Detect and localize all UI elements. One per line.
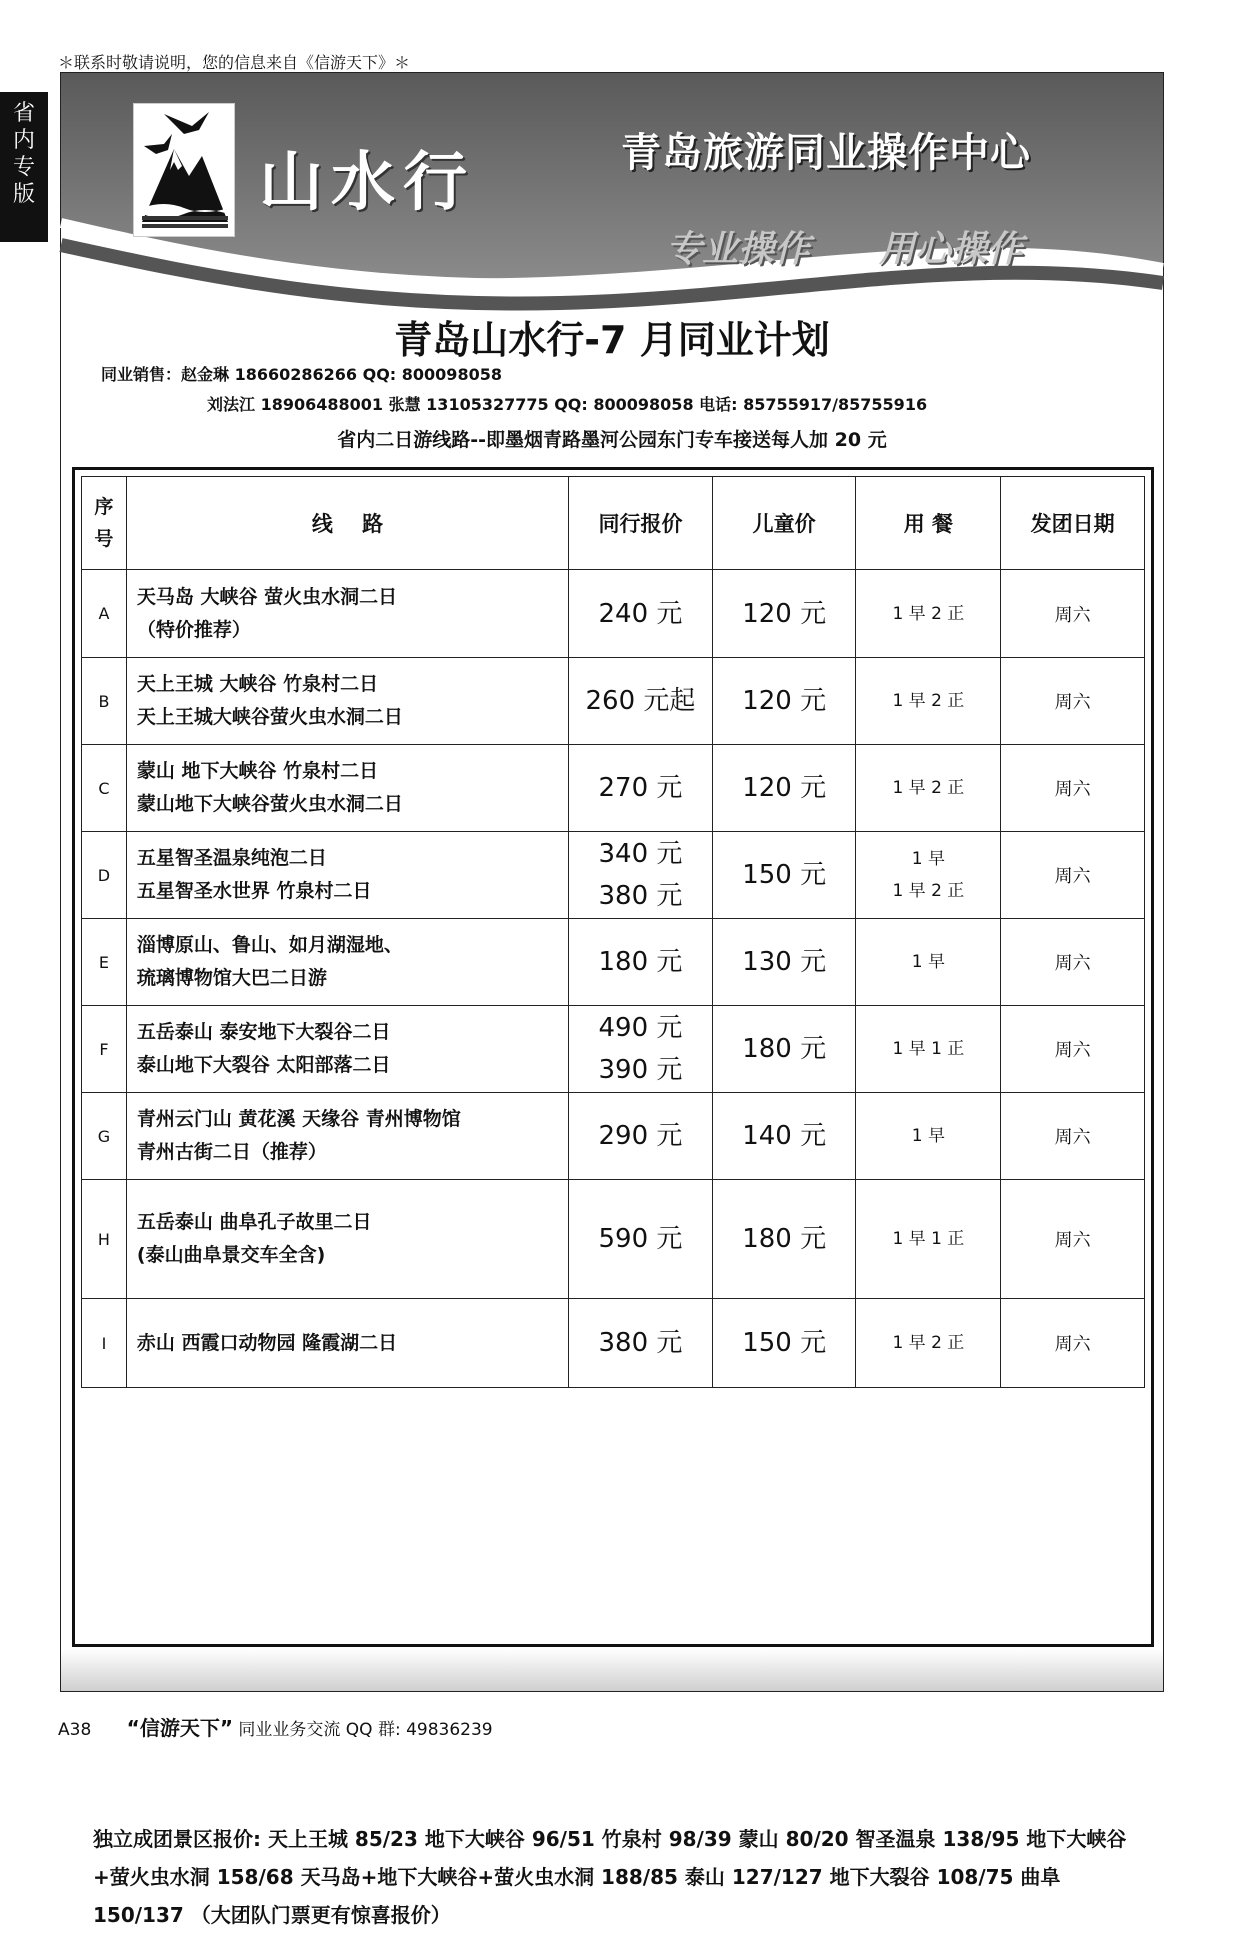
child-price-line: 120 元: [742, 686, 827, 716]
departure-day-line: 周六: [1054, 1230, 1091, 1251]
slogan-left: 专业操作: [666, 229, 811, 270]
route-name-line: 青州云门山 黄花溪 天缘谷 青州博物馆: [136, 1108, 461, 1130]
departure-day: [1001, 832, 1145, 919]
departure-day: [1001, 1093, 1145, 1180]
peer-price-line: 490 元: [598, 1013, 683, 1043]
child-price-line: 120 元: [742, 598, 827, 629]
departure-day: [1001, 745, 1145, 832]
departure-day: [1001, 570, 1145, 658]
meal-plan-line: 1 早 2 正: [892, 603, 965, 624]
independent-price-note: 独立成团景区报价: 天上王城 85/23 地下大峡谷 96/51 竹泉村 98/39 蒙山 80/20 智圣温泉 138/95 地下大峡谷+萤火虫水洞 158/68 天马岛+地下大峡谷+萤火虫水洞 188/85 泰山 127/127 地下大裂谷 108/75 曲阜 150/137 （大团队门票更有惊喜报价）: [93, 1827, 1127, 1927]
route-name-line: 天上王城大峡谷萤火虫水洞二日: [136, 706, 403, 728]
brand-name: 山水行: [259, 145, 475, 220]
child-price: [712, 1180, 856, 1299]
section-tab-char: 版: [12, 182, 35, 207]
table-row: [82, 1006, 1145, 1093]
child-price-line: 150 元: [742, 860, 827, 890]
header-meal: 用 餐: [856, 477, 1001, 570]
plan-title: 青岛山水行-7 月同业计划: [394, 318, 830, 362]
section-tab-char: 内: [12, 128, 35, 153]
meal-plan-line: 1 早 2 正: [892, 881, 965, 901]
row-code: [82, 1180, 127, 1299]
child-price-line: 120 元: [742, 773, 827, 803]
departure-day: [1001, 919, 1145, 1006]
row-code-line: F: [99, 1039, 109, 1059]
section-tab-char: 专: [12, 155, 35, 180]
peer-price: [569, 1006, 713, 1093]
table-row: [82, 1299, 1145, 1388]
peer-price-line: 240 元: [598, 598, 683, 629]
table-row: [82, 832, 1145, 919]
peer-price-line: 590 元: [598, 1224, 683, 1254]
page-footer: [58, 1712, 493, 1741]
peer-price: [569, 745, 713, 832]
row-code-line: C: [98, 778, 110, 798]
contact-line-1: 同业销售：赵金琳 18660286266 QQ: 800098058: [101, 365, 502, 384]
child-price: [712, 745, 856, 832]
page-number: A38: [58, 1720, 92, 1740]
meal-plan: [856, 570, 1001, 658]
peer-price: [569, 1299, 713, 1388]
meal-plan: [856, 745, 1001, 832]
departure-day-line: 周六: [1054, 866, 1091, 887]
route-name-line: 五星智圣温泉纯泡二日: [136, 847, 327, 869]
row-code: [82, 1093, 127, 1180]
meal-plan-line: 1 早 2 正: [892, 778, 965, 798]
route-name-line: 五岳泰山 曲阜孔子故里二日: [136, 1211, 372, 1233]
route-name: [126, 1180, 568, 1299]
meal-plan-line: 1 早 1 正: [892, 1039, 965, 1059]
meal-plan: [856, 919, 1001, 1006]
departure-day-line: 周六: [1054, 779, 1091, 800]
route-name-line: 淄博原山、鲁山、如月湖湿地、: [136, 934, 403, 956]
child-price: [712, 570, 856, 658]
child-price: [712, 1093, 856, 1180]
child-price-line: 130 元: [742, 947, 827, 977]
meal-plan-line: 1 早 2 正: [892, 691, 965, 711]
pickup-notice: 省内二日游线路--即墨烟青路墨河公园东门专车接送每人加 20 元: [337, 429, 887, 451]
route-name: [126, 919, 568, 1006]
route-name-line: 天上王城 大峡谷 竹泉村二日: [136, 673, 379, 695]
child-price: [712, 658, 856, 745]
route-name-line: （特价推荐）: [136, 618, 251, 641]
meal-plan-line: 1 早: [911, 1126, 945, 1146]
route-name: [126, 658, 568, 745]
route-name: [126, 1006, 568, 1093]
row-code: [82, 1299, 127, 1388]
peer-price-line: 380 元: [598, 881, 683, 911]
peer-price: [569, 1180, 713, 1299]
route-name-line: 蒙山 地下大峡谷 竹泉村二日: [136, 760, 379, 782]
header-route: 线 路: [126, 477, 568, 570]
contact-line-2: 刘法江 18906488001 张慧 13105327775 QQ: 800098058 电话: 85755917/85755916: [207, 395, 928, 414]
table-row: [82, 1180, 1145, 1299]
route-name: [126, 570, 568, 658]
magazine-name: “信游天下”: [126, 1716, 233, 1740]
row-code-line: E: [98, 952, 109, 972]
route-name: [126, 1299, 568, 1388]
route-table: [81, 476, 1145, 1388]
peer-price: [569, 919, 713, 1006]
peer-price-line: 270 元: [598, 773, 683, 803]
table-row: [82, 658, 1145, 745]
meal-plan-line: 1 早: [911, 952, 945, 972]
peer-price-line: 390 元: [598, 1055, 683, 1085]
peer-price-line: 290 元: [598, 1121, 683, 1151]
meal-plan-line: 1 早: [911, 849, 945, 869]
row-code: [82, 570, 127, 658]
departure-day: [1001, 1180, 1145, 1299]
route-name: [126, 745, 568, 832]
row-code-line: D: [97, 865, 111, 885]
departure-day-line: 周六: [1054, 692, 1091, 713]
child-price: [712, 919, 856, 1006]
peer-price: [569, 658, 713, 745]
row-code-line: G: [97, 1126, 111, 1146]
row-code-line: I: [101, 1333, 107, 1353]
meal-plan: [856, 1299, 1001, 1388]
route-name-line: 赤山 西霞口动物园 隆霞湖二日: [136, 1331, 398, 1354]
meal-plan: [856, 1093, 1001, 1180]
route-name-line: 五岳泰山 泰安地下大裂谷二日: [136, 1021, 391, 1043]
meal-plan: [856, 1006, 1001, 1093]
route-name-line: 青州古街二日（推荐）: [136, 1141, 327, 1163]
header-price: 同行报价: [569, 477, 713, 570]
meal-plan-line: 1 早 2 正: [892, 1333, 965, 1353]
child-price: [712, 1006, 856, 1093]
child-price-line: 140 元: [742, 1121, 827, 1151]
route-name-line: 琉璃博物馆大巴二日游: [136, 967, 327, 989]
row-code: [82, 745, 127, 832]
footer-band: [61, 1649, 1163, 1691]
meal-plan-line: 1 早 1 正: [892, 1229, 965, 1249]
table-row: [82, 919, 1145, 1006]
route-name-line: 泰山地下大裂谷 太阳部落二日: [136, 1054, 391, 1076]
departure-day-line: 周六: [1054, 1127, 1091, 1148]
peer-price: [569, 832, 713, 919]
route-name-line: (泰山曲阜景交车全含): [136, 1244, 326, 1266]
peer-price-line: 380 元: [598, 1328, 683, 1358]
child-price: [712, 1299, 856, 1388]
table-header-row: [82, 477, 1145, 570]
route-name: [126, 1093, 568, 1180]
departure-day: [1001, 658, 1145, 745]
table-body: [82, 570, 1145, 1388]
row-code: [82, 919, 127, 1006]
departure-day-line: 周六: [1054, 1334, 1091, 1355]
departure-day: [1001, 1299, 1145, 1388]
row-code-line: A: [98, 604, 110, 623]
row-code-line: H: [97, 1229, 110, 1249]
table-row: [82, 1093, 1145, 1180]
section-tab-char: 省: [12, 101, 35, 126]
slogan-right: 用心操作: [879, 229, 1024, 270]
route-name-line: 蒙山地下大峡谷萤火虫水洞二日: [136, 793, 403, 815]
peer-price-line: 260 元起: [585, 686, 696, 716]
row-code-line: B: [98, 691, 110, 711]
top-note: ＊联系时敬请说明，您的信息来自《信游天下》＊: [58, 53, 411, 72]
departure-day-line: 周六: [1054, 604, 1091, 626]
meal-plan: [856, 658, 1001, 745]
child-price: [712, 832, 856, 919]
child-price-line: 180 元: [742, 1224, 827, 1254]
header-date: 发团日期: [1001, 477, 1145, 570]
qq-group: 同业业务交流 QQ 群: 49836239: [238, 1720, 493, 1740]
departure-day-line: 周六: [1054, 953, 1091, 974]
child-price-line: 150 元: [742, 1328, 827, 1358]
center-title: 青岛旅游同业操作中心: [621, 130, 1031, 176]
peer-price: [569, 1093, 713, 1180]
row-code: [82, 658, 127, 745]
header-seq-text: 序号: [94, 496, 114, 550]
peer-price-line: 180 元: [598, 947, 683, 977]
company-logo: [133, 103, 235, 237]
header-seq: [82, 477, 127, 570]
route-name-line: 五星智圣水世界 竹泉村二日: [136, 880, 372, 902]
departure-day-line: 周六: [1054, 1040, 1091, 1061]
row-code: [82, 1006, 127, 1093]
row-code: [82, 832, 127, 919]
meal-plan: [856, 832, 1001, 919]
section-tab: [0, 92, 48, 242]
route-name-line: 天马岛 大峡谷 萤火虫水洞二日: [136, 585, 398, 608]
child-price-line: 180 元: [742, 1034, 827, 1064]
departure-day: [1001, 1006, 1145, 1093]
table-row: [82, 570, 1145, 658]
route-name: [126, 832, 568, 919]
meal-plan: [856, 1180, 1001, 1299]
header-child-price: 儿童价: [712, 477, 856, 570]
peer-price-line: 340 元: [598, 839, 683, 869]
peer-price: [569, 570, 713, 658]
table-row: [82, 745, 1145, 832]
